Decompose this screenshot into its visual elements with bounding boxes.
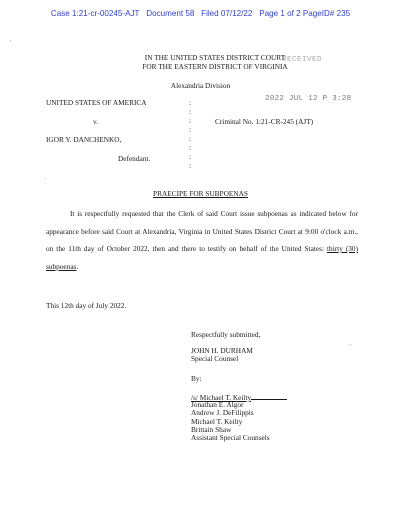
plaintiff: UNITED STATES OF AMERICA [46,98,147,107]
defendant: IGOR Y. DANCHENKO, [46,135,122,144]
attorney-3: Michael T. Keilty [191,417,243,426]
filed-date: Filed 07/12/22 [201,9,253,18]
body-text: It is respectfully requested that the Clerk of said Court issue subpoenas as indicated below for appearance before said Court at Alexandria, Virginia in United States District Court at 9:00 o'clock a.m., on the 11th day of October 2022, then and there to testify on behalf of the United States: [46,209,358,253]
attorney-2: Andrew J. DeFilippis [191,408,254,417]
body-paragraph [46,205,358,275]
counsel-name: JOHN H. DURHAM [191,346,253,355]
scan-speck [10,40,11,41]
electronic-signature: /s/ Michael T. Keilty [191,393,287,402]
court-heading [120,54,310,71]
received-stamp: RECEIVED [282,56,323,64]
page-info: Page 1 of 2 PageID# 235 [259,9,351,18]
date-stamp: 2022 JUL 12 P 3:28 [265,95,352,103]
closing: Respectfully submitted, [191,330,261,339]
ecf-header [0,9,401,18]
by-label: By: [191,374,202,383]
defendant-role: Defendant. [118,154,151,163]
body-end: . [76,261,79,271]
scan-speck [350,344,351,345]
subpoena-count: thirty (30) subpoenas [46,244,359,271]
document-title: PRAECIPE FOR SUBPOENAS [153,189,248,198]
counsel-title: Special Counsel [191,354,239,363]
date-line: This 12th day of July 2022. [46,301,127,310]
criminal-number: Criminal No. 1:21-CR-245 (AJT) [215,117,314,126]
court-line-2: FOR THE EASTERN DISTRICT OF VIRGINIA [142,61,288,71]
case-number: Case 1:21-cr-00245-AJT [50,9,140,18]
court-line-1: IN THE UNITED STATES DISTRICT COURT [144,53,286,62]
attorney-1: Jonathan E. Algor [191,400,244,409]
document-number: Document 58 [146,9,195,18]
attorney-4: Brittain Shaw [191,425,232,434]
versus: v. [93,117,98,126]
scan-speck [45,178,46,179]
attorney-role: Assistant Special Counsels [191,433,270,442]
division: Alexandria Division [170,81,231,90]
